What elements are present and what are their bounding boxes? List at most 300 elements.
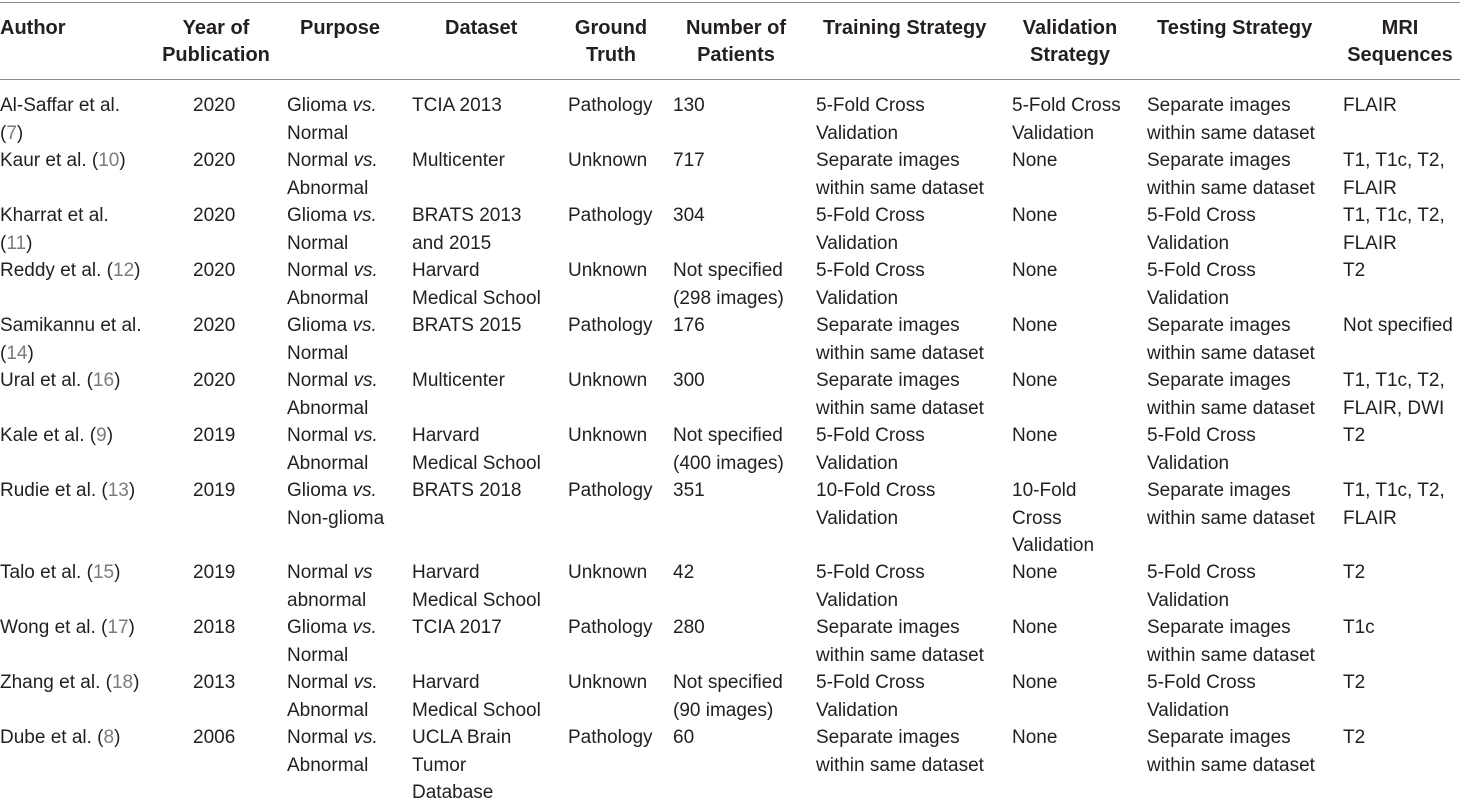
validation-line: None bbox=[1012, 425, 1058, 446]
validation-line: None bbox=[1012, 315, 1058, 336]
author-name: Kharrat et al. bbox=[0, 205, 109, 226]
training-line: Separate images bbox=[816, 617, 960, 638]
purpose-line: Normal bbox=[287, 644, 349, 666]
validation-line: None bbox=[1012, 260, 1058, 281]
vs-text: vs. bbox=[352, 95, 377, 116]
mri-line: T2 bbox=[1343, 562, 1366, 583]
ground-truth-value: Pathology bbox=[568, 95, 653, 116]
mri-cell bbox=[1343, 614, 1375, 642]
validation-line: None bbox=[1012, 617, 1058, 638]
mri-cell bbox=[1343, 257, 1365, 285]
mri-line: T2 bbox=[1343, 672, 1366, 693]
testing-line: 5-Fold Cross bbox=[1147, 425, 1256, 446]
table-row bbox=[0, 712, 1460, 803]
validation-line: None bbox=[1012, 150, 1058, 171]
training-line: within same dataset bbox=[816, 644, 984, 666]
testing-line: Separate images bbox=[1147, 370, 1291, 391]
table-row bbox=[0, 602, 1460, 666]
mri-cell bbox=[1343, 92, 1397, 120]
purpose-line: Glioma vs. bbox=[287, 480, 377, 501]
header-purpose: Purpose bbox=[300, 17, 381, 39]
year-value: 2020 bbox=[193, 260, 236, 281]
validation-line: Cross bbox=[1012, 507, 1062, 529]
author-name: Samikannu et al. bbox=[0, 315, 142, 336]
year-value: 2020 bbox=[193, 205, 236, 226]
author-name: Wong et al. (17) bbox=[0, 617, 135, 638]
dataset-line: Medical School bbox=[412, 287, 541, 309]
dataset-line: BRATS 2018 bbox=[412, 480, 522, 501]
purpose-line: Glioma vs. bbox=[287, 617, 377, 638]
training-line: 5-Fold Cross bbox=[816, 425, 925, 446]
dataset-line: Medical School bbox=[412, 452, 541, 474]
purpose-line: Normal vs bbox=[287, 562, 373, 583]
patients-line: 304 bbox=[673, 205, 705, 226]
testing-line: Separate images bbox=[1147, 480, 1291, 501]
training-line: Separate images bbox=[816, 727, 960, 748]
header-row bbox=[0, 3, 1460, 80]
validation-line: Validation bbox=[1012, 535, 1095, 556]
ground-truth-value: Unknown bbox=[568, 260, 648, 281]
patients-line: 176 bbox=[673, 315, 705, 336]
dataset-line: Medical School bbox=[412, 589, 541, 611]
ground-truth-cell bbox=[568, 312, 653, 340]
patients-line: (90 images) bbox=[673, 699, 774, 721]
year-cell bbox=[193, 669, 235, 697]
ground-truth-cell bbox=[568, 614, 653, 642]
vs-text: vs. bbox=[353, 150, 378, 171]
vs-text: vs. bbox=[353, 727, 378, 748]
validation-line: 5-Fold Cross bbox=[1012, 95, 1121, 116]
testing-line: within same dataset bbox=[1147, 177, 1315, 199]
testing-line: Separate images bbox=[1147, 727, 1291, 748]
header-year bbox=[160, 15, 272, 69]
training-line: Validation bbox=[816, 452, 899, 474]
testing-line: Validation bbox=[1147, 232, 1230, 254]
training-cell bbox=[816, 724, 984, 779]
mri-cell bbox=[1343, 559, 1365, 587]
year-cell bbox=[193, 724, 235, 752]
author-cell bbox=[0, 477, 135, 505]
ground-truth-cell bbox=[568, 559, 647, 587]
training-line: Validation bbox=[816, 232, 899, 254]
validation-cell bbox=[1012, 559, 1057, 587]
header-training: Training Strategy bbox=[823, 17, 987, 39]
table-row bbox=[0, 465, 1460, 556]
testing-cell bbox=[1147, 724, 1315, 779]
dataset-line: and 2015 bbox=[412, 232, 492, 254]
dataset-cell bbox=[412, 614, 502, 642]
year-value: 2018 bbox=[193, 617, 236, 638]
training-line: 5-Fold Cross bbox=[816, 672, 925, 693]
mri-line: T2 bbox=[1343, 260, 1366, 281]
purpose-line: Normal vs. bbox=[287, 260, 378, 281]
dataset-line: BRATS 2013 bbox=[412, 205, 522, 226]
table-row bbox=[0, 80, 1460, 144]
purpose-cell bbox=[287, 477, 384, 532]
header-validation-line: Strategy bbox=[1029, 44, 1111, 66]
ground-truth-cell bbox=[568, 257, 647, 285]
reference-link[interactable]: 8 bbox=[103, 727, 115, 748]
dataset-cell bbox=[412, 367, 505, 395]
patients-cell bbox=[673, 92, 705, 120]
dataset-cell bbox=[412, 477, 521, 505]
year-cell bbox=[193, 312, 235, 340]
patients-line: 280 bbox=[673, 617, 705, 638]
table-body bbox=[0, 80, 1460, 803]
mri-line: T1, T1c, T2, bbox=[1343, 480, 1445, 501]
training-line: 5-Fold Cross bbox=[816, 562, 925, 583]
patients-line: 717 bbox=[673, 150, 705, 171]
patients-line: Not specified bbox=[673, 672, 783, 693]
year-value: 2006 bbox=[193, 727, 236, 748]
testing-line: Validation bbox=[1147, 699, 1230, 721]
dataset-line: Harvard bbox=[412, 260, 480, 281]
ground-truth-cell bbox=[568, 92, 653, 120]
validation-cell bbox=[1012, 257, 1057, 285]
training-line: 10-Fold Cross bbox=[816, 480, 936, 501]
testing-line: Separate images bbox=[1147, 95, 1291, 116]
testing-line: within same dataset bbox=[1147, 507, 1315, 529]
training-line: Validation bbox=[816, 507, 899, 529]
purpose-line: Glioma vs. bbox=[287, 95, 377, 116]
validation-cell bbox=[1012, 202, 1057, 230]
dataset-line: Harvard bbox=[412, 672, 480, 693]
author-ref-line: (7) bbox=[0, 122, 24, 144]
dataset-line: UCLA Brain bbox=[412, 727, 512, 748]
reference-link[interactable]: 12 bbox=[113, 260, 135, 281]
reference-link[interactable]: 16 bbox=[92, 370, 115, 391]
dataset-line: Harvard bbox=[412, 425, 480, 446]
vs-text: vs. bbox=[352, 205, 377, 226]
patients-cell bbox=[673, 202, 705, 230]
reference-link[interactable]: 15 bbox=[92, 562, 115, 583]
purpose-line: Non-glioma bbox=[287, 507, 385, 529]
patients-line: 300 bbox=[673, 370, 705, 391]
author-ref-line: (11) bbox=[0, 232, 33, 254]
header-validation-line: Validation bbox=[1022, 17, 1118, 39]
training-line: 5-Fold Cross bbox=[816, 205, 925, 226]
testing-line: Separate images bbox=[1147, 150, 1291, 171]
year-cell bbox=[193, 367, 235, 395]
mri-cell bbox=[1343, 422, 1365, 450]
validation-cell bbox=[1012, 614, 1057, 642]
testing-line: Separate images bbox=[1147, 617, 1291, 638]
validation-line: None bbox=[1012, 370, 1058, 391]
patients-cell bbox=[673, 559, 694, 587]
year-value: 2020 bbox=[193, 315, 236, 336]
author-cell bbox=[0, 669, 139, 697]
purpose-cell bbox=[287, 724, 378, 779]
dataset-cell bbox=[412, 724, 511, 807]
year-cell bbox=[193, 202, 235, 230]
author-name: Reddy et al. (12) bbox=[0, 260, 141, 281]
validation-line: Validation bbox=[1012, 122, 1095, 144]
testing-cell bbox=[1147, 477, 1315, 532]
reference-link[interactable]: 13 bbox=[107, 480, 129, 501]
validation-line: 10-Fold bbox=[1012, 480, 1077, 501]
dataset-line: Multicenter bbox=[412, 370, 505, 391]
author-cell bbox=[0, 147, 126, 175]
mri-line: T2 bbox=[1343, 425, 1366, 446]
header-testing: Testing Strategy bbox=[1157, 17, 1313, 39]
reference-link[interactable]: 14 bbox=[6, 342, 28, 364]
header-validation bbox=[1010, 15, 1130, 69]
training-line: Validation bbox=[816, 122, 899, 144]
patients-line: Not specified bbox=[673, 260, 783, 281]
mri-line: FLAIR bbox=[1343, 507, 1397, 529]
purpose-line: abnormal bbox=[287, 589, 367, 611]
patients-line: 351 bbox=[673, 480, 705, 501]
table-row bbox=[0, 190, 1460, 254]
author-name: Kaur et al. (10) bbox=[0, 150, 126, 171]
patients-line: 42 bbox=[673, 562, 695, 583]
mri-cell bbox=[1343, 724, 1365, 752]
header-year-line: Publication bbox=[162, 44, 270, 66]
validation-cell bbox=[1012, 147, 1057, 175]
author-cell bbox=[0, 257, 140, 285]
header-mri-line: MRI bbox=[1381, 17, 1419, 39]
header-ground-truth bbox=[565, 15, 657, 69]
header-gt-line: Ground bbox=[574, 17, 648, 39]
testing-line: 5-Fold Cross bbox=[1147, 260, 1256, 281]
testing-line: Validation bbox=[1147, 452, 1230, 474]
mri-cell bbox=[1343, 477, 1445, 532]
mri-line: FLAIR, DWI bbox=[1343, 397, 1445, 419]
validation-line: None bbox=[1012, 672, 1058, 693]
header-year-line: Year of bbox=[182, 17, 250, 39]
reference-link[interactable]: 18 bbox=[111, 672, 134, 693]
year-cell bbox=[193, 92, 235, 120]
mri-line: T1, T1c, T2, bbox=[1343, 370, 1445, 391]
purpose-line: Normal bbox=[287, 232, 349, 254]
literature-table bbox=[0, 2, 1460, 803]
validation-cell bbox=[1012, 422, 1057, 450]
year-value: 2019 bbox=[193, 562, 236, 583]
training-line: Separate images bbox=[816, 150, 960, 171]
training-line: 5-Fold Cross bbox=[816, 260, 925, 281]
ground-truth-cell bbox=[568, 669, 647, 697]
table-row bbox=[0, 410, 1460, 474]
purpose-line: Glioma vs. bbox=[287, 315, 377, 336]
year-value: 2020 bbox=[193, 95, 236, 116]
vs-text: vs. bbox=[353, 672, 378, 693]
validation-cell bbox=[1012, 367, 1057, 395]
dataset-line: TCIA 2013 bbox=[412, 95, 502, 116]
ground-truth-cell bbox=[568, 724, 653, 752]
testing-line: Separate images bbox=[1147, 315, 1291, 336]
ground-truth-value: Pathology bbox=[568, 205, 653, 226]
testing-line: Validation bbox=[1147, 589, 1230, 611]
author-cell bbox=[0, 559, 120, 587]
header-mri-line: Sequences bbox=[1347, 44, 1453, 66]
ground-truth-value: Pathology bbox=[568, 480, 653, 501]
mri-cell bbox=[1343, 669, 1365, 697]
vs-text: vs. bbox=[352, 315, 377, 336]
training-line: Validation bbox=[816, 589, 899, 611]
patients-line: (400 images) bbox=[673, 452, 784, 474]
mri-line: T1, T1c, T2, bbox=[1343, 150, 1445, 171]
testing-line: within same dataset bbox=[1147, 644, 1315, 666]
purpose-line: Abnormal bbox=[287, 287, 369, 309]
vs-text: vs. bbox=[352, 480, 377, 501]
purpose-line: Normal bbox=[287, 342, 349, 364]
dataset-line: Harvard bbox=[412, 562, 480, 583]
author-ref-line: (14) bbox=[0, 342, 34, 364]
mri-line: T2 bbox=[1343, 727, 1366, 748]
table-row bbox=[0, 300, 1460, 364]
patients-cell bbox=[673, 724, 694, 752]
testing-line: within same dataset bbox=[1147, 754, 1315, 776]
validation-line: None bbox=[1012, 205, 1058, 226]
vs-text: vs bbox=[353, 562, 373, 583]
validation-line: None bbox=[1012, 727, 1058, 748]
reference-link[interactable]: 11 bbox=[6, 232, 27, 254]
ground-truth-value: Unknown bbox=[568, 150, 648, 171]
ground-truth-cell bbox=[568, 367, 647, 395]
ground-truth-cell bbox=[568, 477, 653, 505]
vs-text: vs. bbox=[353, 425, 378, 446]
reference-link[interactable]: 10 bbox=[98, 150, 120, 171]
year-value: 2019 bbox=[193, 425, 236, 446]
training-line: within same dataset bbox=[816, 177, 984, 199]
table-row bbox=[0, 355, 1460, 419]
validation-line: None bbox=[1012, 562, 1058, 583]
year-cell bbox=[193, 477, 235, 505]
year-value: 2020 bbox=[193, 150, 236, 171]
author-cell bbox=[0, 422, 113, 450]
header-mri bbox=[1342, 15, 1458, 69]
training-line: Separate images bbox=[816, 315, 960, 336]
patients-cell bbox=[673, 614, 705, 642]
ground-truth-cell bbox=[568, 422, 647, 450]
validation-cell bbox=[1012, 669, 1057, 697]
patients-line: Not specified bbox=[673, 425, 783, 446]
purpose-line: Abnormal bbox=[287, 754, 369, 776]
header-author: Author bbox=[0, 17, 66, 39]
patients-line: (298 images) bbox=[673, 287, 784, 309]
header-dataset: Dataset bbox=[445, 17, 518, 39]
mri-line: T1, T1c, T2, bbox=[1343, 205, 1445, 226]
training-line: 5-Fold Cross bbox=[816, 95, 925, 116]
author-name: Rudie et al. (13) bbox=[0, 480, 136, 501]
header-gt-line: Truth bbox=[586, 44, 636, 66]
year-cell bbox=[193, 257, 235, 285]
year-cell bbox=[193, 147, 235, 175]
mri-line: FLAIR bbox=[1343, 232, 1397, 254]
header-patients bbox=[674, 15, 798, 69]
training-line: within same dataset bbox=[816, 342, 984, 364]
ground-truth-cell bbox=[568, 147, 647, 175]
ground-truth-value: Unknown bbox=[568, 370, 648, 391]
table-row bbox=[0, 547, 1460, 611]
purpose-line: Normal vs. bbox=[287, 370, 378, 391]
dataset-line: TCIA 2017 bbox=[412, 617, 502, 638]
testing-line: within same dataset bbox=[1147, 342, 1315, 364]
year-cell bbox=[193, 614, 235, 642]
purpose-line: Abnormal bbox=[287, 177, 369, 199]
ground-truth-value: Unknown bbox=[568, 672, 648, 693]
training-line: Validation bbox=[816, 287, 899, 309]
header-patients-line: Number of bbox=[686, 17, 786, 39]
author-name: Ural et al. (16) bbox=[0, 370, 121, 391]
patients-line: 130 bbox=[673, 95, 705, 116]
author-name: Zhang et al. (18) bbox=[0, 672, 140, 693]
purpose-line: Normal bbox=[287, 122, 349, 144]
patients-cell bbox=[673, 477, 705, 505]
dataset-line: Medical School bbox=[412, 699, 541, 721]
patients-line: 60 bbox=[673, 727, 695, 748]
header-patients-line: Patients bbox=[697, 44, 775, 66]
author-name: Dube et al. (8) bbox=[0, 727, 121, 748]
ground-truth-value: Pathology bbox=[568, 727, 653, 748]
purpose-line: Normal vs. bbox=[287, 150, 378, 171]
validation-cell bbox=[1012, 724, 1057, 752]
testing-line: Validation bbox=[1147, 287, 1230, 309]
year-cell bbox=[193, 422, 235, 450]
dataset-cell bbox=[412, 147, 505, 175]
mri-line: FLAIR bbox=[1343, 177, 1397, 199]
validation-cell bbox=[1012, 312, 1057, 340]
table-row bbox=[0, 135, 1460, 199]
purpose-line: Normal vs. bbox=[287, 672, 378, 693]
reference-link[interactable]: 7 bbox=[6, 122, 17, 144]
purpose-line: Abnormal bbox=[287, 699, 369, 721]
dataset-cell bbox=[412, 92, 502, 120]
ground-truth-value: Pathology bbox=[568, 315, 653, 336]
vs-text: vs. bbox=[353, 260, 378, 281]
year-value: 2019 bbox=[193, 480, 236, 501]
testing-line: within same dataset bbox=[1147, 397, 1315, 419]
dataset-line: Tumor bbox=[412, 754, 467, 776]
purpose-line: Abnormal bbox=[287, 397, 369, 419]
reference-link[interactable]: 9 bbox=[96, 425, 107, 446]
purpose-line: Glioma vs. bbox=[287, 205, 377, 226]
training-line: within same dataset bbox=[816, 754, 984, 776]
year-value: 2013 bbox=[193, 672, 236, 693]
training-cell bbox=[816, 477, 935, 532]
training-line: Validation bbox=[816, 699, 899, 721]
author-cell bbox=[0, 724, 120, 752]
author-name: Kale et al. (9) bbox=[0, 425, 114, 446]
author-name: Talo et al. (15) bbox=[0, 562, 121, 583]
dataset-line: Database bbox=[412, 782, 494, 803]
patients-cell bbox=[673, 367, 705, 395]
dataset-line: Multicenter bbox=[412, 150, 505, 171]
mri-cell bbox=[1343, 312, 1453, 340]
training-line: within same dataset bbox=[816, 397, 984, 419]
ground-truth-cell bbox=[568, 202, 653, 230]
purpose-line: Normal vs. bbox=[287, 425, 378, 446]
testing-line: 5-Fold Cross bbox=[1147, 205, 1256, 226]
mri-line: FLAIR bbox=[1343, 95, 1397, 116]
mri-line: Not specified bbox=[1343, 315, 1453, 336]
testing-line: 5-Fold Cross bbox=[1147, 672, 1256, 693]
ground-truth-value: Unknown bbox=[568, 425, 648, 446]
purpose-line: Abnormal bbox=[287, 452, 369, 474]
dataset-line: BRATS 2015 bbox=[412, 315, 522, 336]
patients-cell bbox=[673, 312, 705, 340]
table-row bbox=[0, 657, 1460, 721]
year-value: 2020 bbox=[193, 370, 236, 391]
patients-cell bbox=[673, 147, 705, 175]
reference-link[interactable]: 17 bbox=[107, 617, 129, 638]
training-line: Separate images bbox=[816, 370, 960, 391]
dataset-cell bbox=[412, 312, 521, 340]
testing-line: 5-Fold Cross bbox=[1147, 562, 1256, 583]
author-cell bbox=[0, 614, 135, 642]
table-row bbox=[0, 245, 1460, 309]
vs-text: vs. bbox=[353, 370, 378, 391]
